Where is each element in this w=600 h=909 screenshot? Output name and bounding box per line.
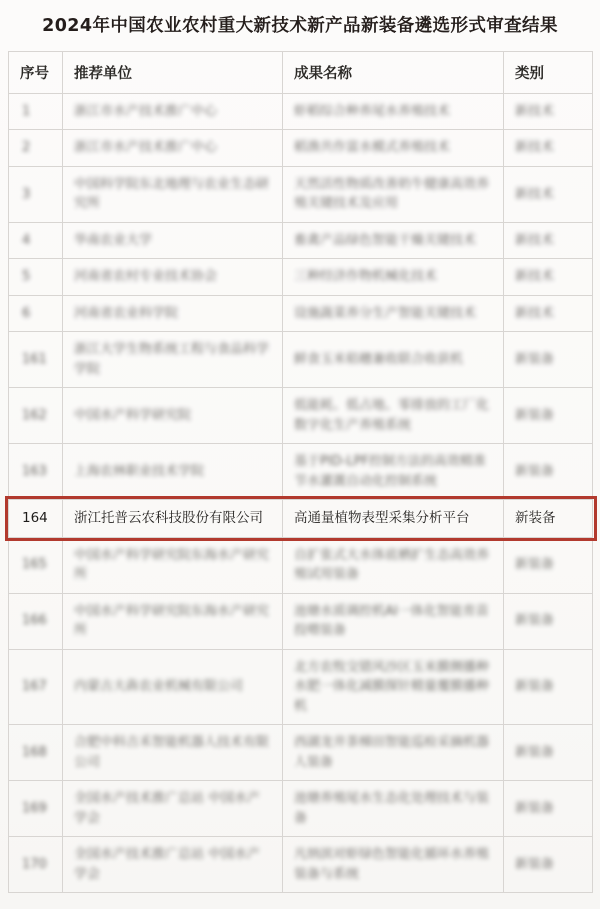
table-row [9, 837, 593, 893]
row-number-cell [9, 93, 63, 130]
result-cell-text: 凡纳滨对虾绿色智能化循环水养殖装备与系统 [294, 847, 490, 882]
row-number-cell [9, 388, 63, 444]
category-cell-text: 新技术 [515, 269, 555, 285]
unit-cell-text: 华南农业大学 [74, 232, 153, 248]
result-cell [283, 222, 504, 259]
unit-cell-text: 全国水产技术推广总站 中国水产学会 [74, 791, 261, 826]
result-cell-text: 自扩张式大水体底栖扩生态高效养殖试用装备 [294, 547, 490, 582]
row-number-cell [9, 593, 63, 649]
category-cell-text: 新技术 [515, 103, 555, 119]
results-table [8, 51, 593, 893]
category-cell-text: 新装备 [515, 613, 555, 629]
result-cell-text: 池塘养殖尾水生态化处理技术与装备 [294, 791, 490, 826]
result-cell-text: 鲜食玉米秸穗兼收联合收获机 [294, 352, 464, 367]
unit-cell-text: 中国水产科学研究院东海水产研究所 [74, 603, 270, 638]
table-row [9, 259, 593, 296]
unit-cell [63, 593, 283, 649]
row-number-cell [9, 500, 63, 537]
unit-cell [63, 500, 283, 537]
unit-cell [63, 388, 283, 444]
category-cell [504, 259, 593, 296]
table-row [9, 537, 593, 593]
category-cell [504, 166, 593, 222]
category-cell [504, 388, 593, 444]
category-cell-text: 新装备 [515, 744, 555, 760]
row-number-cell [9, 444, 63, 500]
category-cell [504, 725, 593, 781]
row-number-cell [9, 130, 63, 167]
category-cell-text: 新装备 [515, 464, 555, 479]
table-row [9, 388, 593, 444]
unit-cell [63, 295, 283, 332]
row-number-cell [9, 649, 63, 725]
category-cell-text: 新技术 [515, 140, 555, 156]
result-cell-text: 西湖龙井茶梯田智能巡检采摘机器人装备 [294, 735, 490, 770]
row-number-cell-text: 167 [22, 679, 47, 694]
result-cell-text: 稻渔共作富水模式养殖技术 [294, 140, 451, 156]
result-cell [283, 166, 504, 222]
row-number-cell-text: 168 [22, 744, 47, 760]
row-number-cell [9, 222, 63, 259]
table-row [9, 781, 593, 837]
result-cell [283, 259, 504, 296]
category-cell [504, 593, 593, 649]
row-number-cell [9, 781, 63, 837]
unit-cell-text: 内蒙古大犇农业机械有限公司 [74, 679, 244, 694]
unit-cell [63, 649, 283, 725]
result-cell-text: 池塘水质调控机AI一体化智能育苗投喂装备 [294, 603, 489, 638]
unit-cell [63, 332, 283, 388]
unit-cell-text: 浙江市水产技术推广中心 [74, 103, 218, 119]
result-cell-text: 虾稻综合种养尾水养殖技术 [294, 103, 451, 119]
category-cell-text: 新技术 [515, 186, 555, 202]
unit-cell-text: 中国水产科学研究院 [74, 408, 192, 423]
unit-cell [63, 781, 283, 837]
category-cell-text: 新装备 [515, 856, 555, 872]
unit-cell-text: 合肥中科吉禾智能机器人技术有限公司 [74, 735, 270, 770]
unit-cell-text: 浙江市水产技术推广中心 [74, 140, 218, 156]
table-row [9, 332, 593, 388]
result-cell [283, 500, 504, 537]
result-cell [283, 725, 504, 781]
unit-cell-text: 河南省农村专业技术协会 [74, 269, 218, 285]
row-number-cell [9, 725, 63, 781]
unit-cell-text: 浙江托普云农科技股份有限公司 [74, 510, 263, 527]
row-number-cell-text: 166 [22, 613, 47, 629]
row-number-cell-text: 169 [22, 800, 47, 816]
row-number-cell [9, 259, 63, 296]
table-row [9, 444, 593, 500]
row-number-cell-text: 162 [22, 408, 47, 423]
table-row-highlighted [9, 500, 593, 537]
table-header [9, 51, 593, 93]
result-cell-text: 北方农牧交错风沙区玉米膜侧播种水肥一体化减膜探针精量覆膜播种机 [294, 659, 490, 714]
row-number-cell-text: 163 [22, 464, 47, 479]
category-cell [504, 130, 593, 167]
header-result: 成果名称 [283, 51, 504, 93]
category-cell [504, 222, 593, 259]
table-row [9, 166, 593, 222]
result-cell [283, 537, 504, 593]
unit-cell-text: 中国水产科学研究院东海水产研究所 [74, 547, 270, 582]
category-cell [504, 444, 593, 500]
unit-cell-text: 全国水产技术推广总站 中国水产学会 [74, 847, 261, 882]
category-cell-text: 新装备 [515, 510, 556, 527]
unit-cell [63, 725, 283, 781]
result-cell-text: 设施蔬菜养分生产智能关键技术 [294, 305, 477, 321]
row-number-cell-text: 4 [22, 232, 31, 248]
table-row [9, 725, 593, 781]
category-cell [504, 837, 593, 893]
category-cell-text: 新技术 [515, 305, 555, 321]
table-row [9, 593, 593, 649]
row-number-cell-text: 6 [22, 305, 31, 321]
category-cell [504, 537, 593, 593]
row-number-cell-text: 164 [22, 510, 48, 527]
result-cell [283, 93, 504, 130]
result-cell-text: 三种经济作物机械化技术 [294, 269, 438, 285]
unit-cell-text: 中国科学院东北地理与农业生态研究所 [74, 176, 270, 212]
header-row [9, 51, 593, 93]
unit-cell [63, 130, 283, 167]
result-cell-text: 高通量植物表型采集分析平台 [294, 510, 470, 527]
unit-cell [63, 222, 283, 259]
category-cell-text: 新装备 [515, 679, 555, 694]
unit-cell [63, 444, 283, 500]
result-cell [283, 593, 504, 649]
result-cell [283, 444, 504, 500]
row-number-cell [9, 537, 63, 593]
category-cell [504, 500, 593, 537]
unit-cell-text: 上海农林职业技术学院 [74, 464, 205, 479]
result-cell-text: 天然活性物质改善奶牛健康高效养殖关键技术及应用 [294, 176, 490, 212]
category-cell-text: 新装备 [515, 800, 555, 816]
result-cell-text: 畜禽产品绿色智能干燥关键技术 [294, 232, 477, 248]
row-number-cell-text: 1 [22, 103, 31, 119]
row-number-cell-text: 3 [22, 186, 31, 202]
result-cell [283, 837, 504, 893]
result-cell [283, 388, 504, 444]
category-cell-text: 新装备 [515, 352, 555, 367]
unit-cell-text: 浙江大学生物系统工程与食品科学学院 [74, 342, 270, 377]
result-cell-text: 低能耗、低占地、零排放的工厂化数字化生产养殖系统 [294, 398, 490, 433]
category-cell-text: 新技术 [515, 232, 555, 248]
row-number-cell [9, 295, 63, 332]
result-cell [283, 332, 504, 388]
header-no: 序号 [9, 51, 63, 93]
table-row [9, 93, 593, 130]
unit-cell [63, 166, 283, 222]
header-unit: 推荐单位 [63, 51, 283, 93]
unit-cell-text: 河南省农业科学院 [74, 305, 179, 321]
row-number-cell-text: 161 [22, 352, 47, 367]
category-cell-text: 新装备 [515, 408, 555, 423]
category-cell [504, 649, 593, 725]
unit-cell [63, 93, 283, 130]
unit-cell [63, 537, 283, 593]
header-category: 类别 [504, 51, 593, 93]
result-cell-text: 基于PID-LPF控制方法的高效精准节水灌溉自动化控制系统 [294, 454, 486, 489]
category-cell [504, 295, 593, 332]
table-row [9, 295, 593, 332]
row-number-cell [9, 332, 63, 388]
table-row [9, 130, 593, 167]
row-number-cell-text: 170 [22, 856, 47, 872]
unit-cell [63, 837, 283, 893]
row-number-cell-text: 2 [22, 140, 31, 156]
category-cell-text: 新装备 [515, 557, 555, 573]
table-body [9, 93, 593, 892]
row-number-cell-text: 5 [22, 269, 31, 285]
category-cell [504, 781, 593, 837]
table-row [9, 649, 593, 725]
unit-cell [63, 259, 283, 296]
result-cell [283, 781, 504, 837]
result-cell [283, 130, 504, 167]
result-cell [283, 649, 504, 725]
row-number-cell [9, 166, 63, 222]
category-cell [504, 93, 593, 130]
category-cell [504, 332, 593, 388]
table-row [9, 222, 593, 259]
row-number-cell-text: 165 [22, 557, 47, 573]
page-title: 2024年中国农业农村重大新技术新产品新装备遴选形式审查结果 [42, 16, 558, 36]
result-cell [283, 295, 504, 332]
row-number-cell [9, 837, 63, 893]
